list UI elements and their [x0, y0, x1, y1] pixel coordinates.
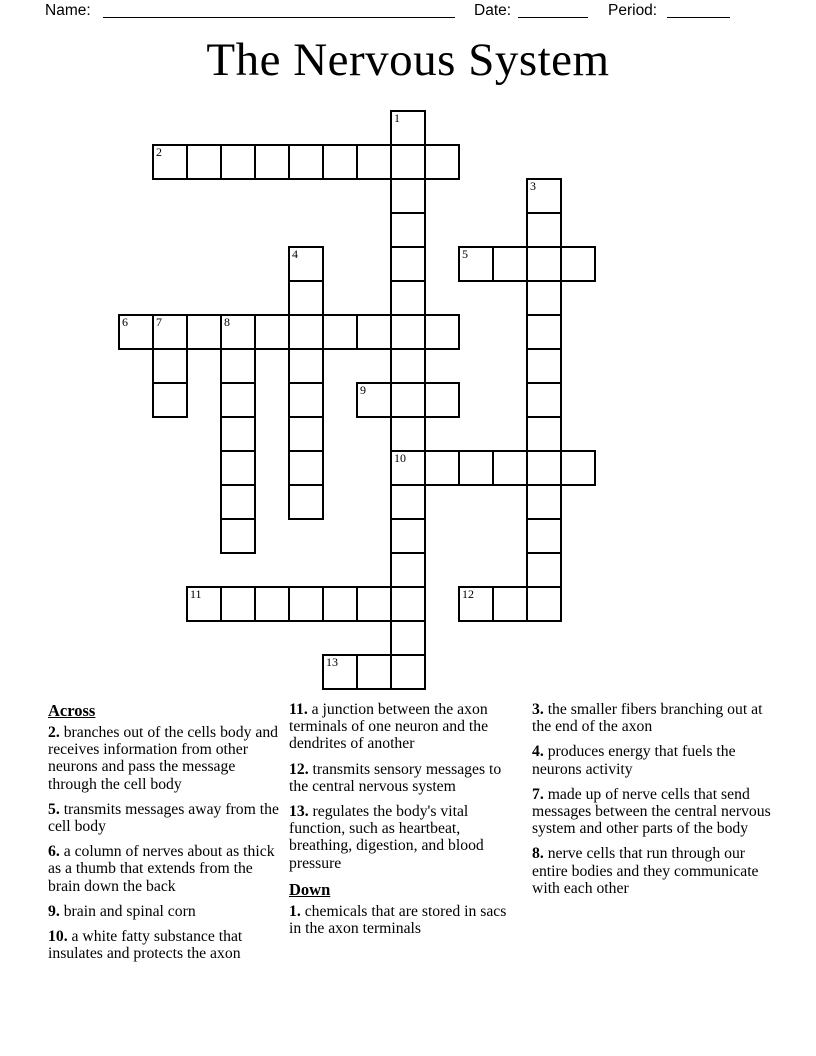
cell-r6-c6[interactable]	[322, 314, 358, 350]
cell-number-8: 8	[224, 315, 230, 329]
cell-r7-c8[interactable]	[390, 348, 426, 384]
cell-r3-c12[interactable]	[526, 212, 562, 248]
clue-12: 12. transmits sensory messages to the central nervous system	[289, 760, 502, 795]
cell-r6-c7[interactable]	[356, 314, 392, 350]
cell-r1-c2[interactable]	[186, 144, 222, 180]
cell-r5-c5[interactable]	[288, 280, 324, 316]
crossword-grid	[118, 110, 598, 692]
cell-r8-c5[interactable]	[288, 382, 324, 418]
clue-number: 3.	[532, 701, 544, 718]
cell-r4-c10[interactable]	[458, 246, 494, 282]
cell-r10-c9[interactable]	[424, 450, 460, 486]
cell-r14-c10[interactable]	[458, 586, 494, 622]
cell-number-9: 9	[360, 383, 366, 397]
cell-r0-c8[interactable]	[390, 110, 426, 146]
cell-r6-c1[interactable]	[152, 314, 188, 350]
clue-number: 5.	[48, 800, 60, 818]
cell-r10-c3[interactable]	[220, 450, 256, 486]
clue-3: 3. the smaller fibers branching out at the end of the axon	[532, 701, 763, 736]
cell-number-7: 7	[156, 315, 162, 329]
cell-r3-c8[interactable]	[390, 212, 426, 248]
cell-r14-c4[interactable]	[254, 586, 290, 622]
clue-number: 12.	[289, 760, 309, 778]
cell-r1-c8[interactable]	[390, 144, 426, 180]
cell-number-12: 12	[462, 587, 474, 601]
cell-r14-c2[interactable]	[186, 586, 222, 622]
clues-column-1	[48, 701, 282, 970]
clue-number: 2.	[48, 724, 60, 741]
cell-r2-c8[interactable]	[390, 178, 426, 214]
cell-r14-c6[interactable]	[322, 586, 358, 622]
cell-r7-c1[interactable]	[152, 348, 188, 384]
cell-r1-c1[interactable]	[152, 144, 188, 180]
cell-number-4: 4	[292, 247, 298, 261]
cell-number-2: 2	[156, 145, 162, 159]
cell-r16-c7[interactable]	[356, 654, 392, 690]
cell-r8-c7[interactable]	[356, 382, 392, 418]
cell-r1-c5[interactable]	[288, 144, 324, 180]
clues-column-2	[289, 701, 519, 945]
cell-r1-c7[interactable]	[356, 144, 392, 180]
cell-r10-c5[interactable]	[288, 450, 324, 486]
cell-r14-c3[interactable]	[220, 586, 256, 622]
cell-r10-c12[interactable]	[526, 450, 562, 486]
cell-r6-c3[interactable]	[220, 314, 256, 350]
cell-number-1: 1	[394, 111, 400, 125]
cell-r8-c9[interactable]	[424, 382, 460, 418]
clues-column-3	[532, 701, 772, 905]
cell-r11-c5[interactable]	[288, 484, 324, 520]
cell-r8-c8[interactable]	[390, 382, 426, 418]
clue-number: 10.	[48, 928, 68, 946]
cell-r1-c4[interactable]	[254, 144, 290, 180]
cell-r13-c12[interactable]	[526, 552, 562, 588]
clue-1: 1. chemicals that are stored in sacs in the axon terminals	[289, 902, 507, 938]
name-label: Name:	[45, 2, 91, 19]
cell-r10-c10[interactable]	[458, 450, 494, 486]
cell-r9-c12[interactable]	[526, 416, 562, 452]
clue-header-down: Down	[289, 879, 331, 899]
clue-number: 13.	[289, 803, 309, 821]
page-title: The Nervous System	[206, 34, 610, 86]
cell-r1-c6[interactable]	[322, 144, 358, 180]
clue-number: 11.	[289, 701, 308, 718]
cell-r6-c12[interactable]	[526, 314, 562, 350]
period-label: Period:	[608, 2, 658, 19]
cell-r12-c8[interactable]	[390, 518, 426, 554]
cell-r1-c9[interactable]	[424, 144, 460, 180]
cell-r16-c6[interactable]	[322, 654, 358, 690]
clue-number: 7.	[532, 785, 544, 803]
cell-number-6: 6	[122, 315, 128, 329]
cell-r16-c8[interactable]	[390, 654, 426, 690]
cell-r14-c12[interactable]	[526, 586, 562, 622]
cell-r6-c0[interactable]	[118, 314, 154, 350]
clue-5: 5. transmits messages away from the cell body	[48, 800, 279, 836]
cell-r9-c3[interactable]	[220, 416, 256, 452]
cell-r12-c12[interactable]	[526, 518, 562, 554]
clue-11: 11. a junction between the axon terminals of one neuron and the dendrites of another	[289, 701, 489, 753]
cell-r10-c13[interactable]	[560, 450, 596, 486]
cell-r14-c7[interactable]	[356, 586, 392, 622]
cell-r9-c5[interactable]	[288, 416, 324, 452]
cell-r2-c12[interactable]	[526, 178, 562, 214]
cell-r6-c5[interactable]	[288, 314, 324, 350]
cell-r7-c5[interactable]	[288, 348, 324, 384]
cell-r6-c8[interactable]	[390, 314, 426, 350]
clue-number: 9.	[48, 902, 60, 920]
cell-r13-c8[interactable]	[390, 552, 426, 588]
clue-6: 6. a column of nerves about as thick as a thumb that extends from the brain down the back	[48, 843, 275, 895]
clue-number: 6.	[48, 843, 60, 861]
cell-r15-c8[interactable]	[390, 620, 426, 656]
clue-10: 10. a white fatty substance that insulates and protects the axon	[48, 928, 243, 963]
clue-13: 13. regulates the body's vital function, such as heartbeat, breathing, digestion, and blood pressure	[289, 803, 484, 872]
clue-9: 9. brain and spinal corn	[48, 902, 196, 920]
cell-number-5: 5	[462, 247, 468, 261]
cell-number-13: 13	[326, 655, 338, 669]
clue-number: 1.	[289, 902, 301, 920]
clue-2: 2. branches out of the cells body and receives information from other neurons and pass the message through the cell body	[48, 724, 279, 793]
cell-number-3: 3	[530, 179, 536, 193]
cell-r10-c11[interactable]	[492, 450, 528, 486]
date-label: Date:	[474, 2, 512, 19]
cell-r4-c11[interactable]	[492, 246, 528, 282]
cell-r11-c3[interactable]	[220, 484, 256, 520]
name-blank-line[interactable]	[103, 2, 455, 18]
cell-r11-c12[interactable]	[526, 484, 562, 520]
cell-r4-c5[interactable]	[288, 246, 324, 282]
cell-r14-c8[interactable]	[390, 586, 426, 622]
cell-number-11: 11	[190, 587, 202, 601]
cell-r7-c3[interactable]	[220, 348, 256, 384]
clue-7: 7. made up of nerve cells that send messages between the central nervous system and other parts of the body	[532, 785, 771, 838]
clue-number: 8.	[532, 845, 544, 863]
cell-r7-c12[interactable]	[526, 348, 562, 384]
clue-number: 4.	[532, 743, 544, 761]
cell-r8-c12[interactable]	[526, 382, 562, 418]
cell-r6-c4[interactable]	[254, 314, 290, 350]
cell-r14-c11[interactable]	[492, 586, 528, 622]
cell-r5-c12[interactable]	[526, 280, 562, 316]
cell-r6-c9[interactable]	[424, 314, 460, 350]
period-blank-line[interactable]	[667, 2, 730, 18]
cell-r4-c12[interactable]	[526, 246, 562, 282]
cell-r12-c3[interactable]	[220, 518, 256, 554]
cell-r4-c13[interactable]	[560, 246, 596, 282]
clue-4: 4. produces energy that fuels the neurons activity	[532, 743, 736, 778]
cell-r8-c1[interactable]	[152, 382, 188, 418]
cell-r11-c8[interactable]	[390, 484, 426, 520]
cell-r1-c3[interactable]	[220, 144, 256, 180]
cell-r14-c5[interactable]	[288, 586, 324, 622]
cell-r8-c3[interactable]	[220, 382, 256, 418]
cell-r5-c8[interactable]	[390, 280, 426, 316]
cell-r10-c8[interactable]	[390, 450, 426, 486]
cell-r6-c2[interactable]	[186, 314, 222, 350]
cell-r9-c8[interactable]	[390, 416, 426, 452]
clue-header-across: Across	[48, 701, 96, 720]
cell-r4-c8[interactable]	[390, 246, 426, 282]
date-blank-line[interactable]	[518, 2, 588, 18]
cell-number-10: 10	[394, 451, 406, 465]
clue-8: 8. nerve cells that run through our entire bodies and they communicate with each other	[532, 845, 759, 897]
